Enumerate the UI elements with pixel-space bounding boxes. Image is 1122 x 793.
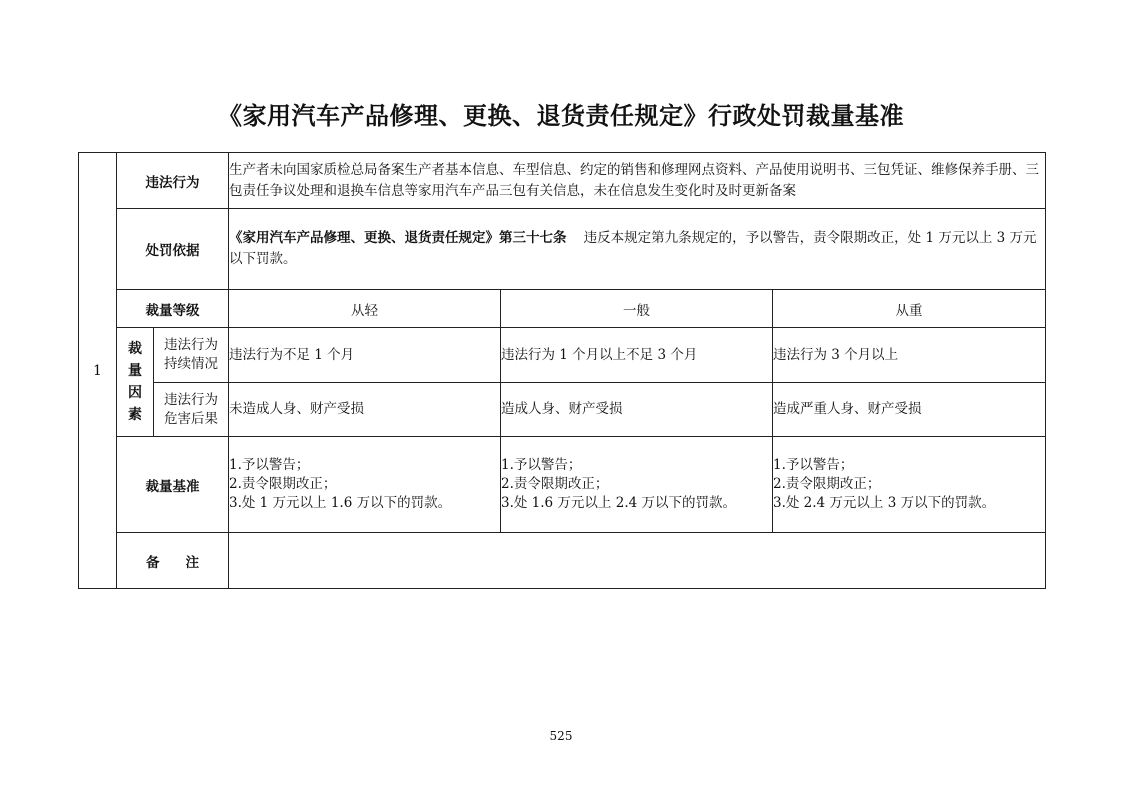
violation-label: 违法行为 [117,153,229,209]
factor-value: 违法行为不足 1 个月 [229,328,501,383]
standard-line: 1.予以警告； [773,457,854,473]
basis-label: 处罚依据 [117,209,229,290]
factor-char: 素 [128,407,142,423]
notes-text [229,533,1046,589]
notes-row [79,533,1046,589]
row-number: 1 [79,153,117,589]
standard-line: 3.处 2.4 万元以上 3 万以下的罚款。 [773,495,996,511]
page-number: 525 [549,729,573,743]
level-normal: 一般 [501,290,773,328]
standard-line: 3.处 1.6 万元以上 2.4 万以下的罚款。 [501,495,736,511]
factor-char: 裁 [128,341,142,357]
standard-line: 1.予以警告； [229,457,310,473]
factor-value: 造成严重人身、财产受损 [773,383,1046,437]
factor-sub-line: 危害后果 [164,410,218,427]
page-title: 《家用汽车产品修理、更换、退货责任规定》行政处罚裁量基准 [218,101,904,130]
factor-value: 未造成人身、财产受损 [229,383,501,437]
factor-row-harm [79,383,1046,437]
factor-char: 量 [128,363,142,379]
levels-row [79,290,1046,328]
standard-line: 2.责令限期改正； [501,476,609,492]
factor-row-duration [79,328,1046,383]
penalty-table [78,152,1046,589]
basis-text: 违反本规定第九条规定的，予以警告，责令限期改正，处 1 万元以上 3 万元以下罚款。 [229,230,1037,267]
standard-line: 3.处 1 万元以上 1.6 万以下的罚款。 [229,495,452,511]
notes-label-cell [117,533,229,589]
factor-sub-line: 违法行为 [164,391,218,408]
standard-row [79,437,1046,533]
basis-cell [229,209,1046,290]
level-light: 从轻 [229,290,501,328]
notes-label: 备注 [146,554,225,571]
factor-value: 违法行为 1 个月以上不足 3 个月 [501,328,773,383]
factor-sub-line: 违法行为 [164,337,218,353]
violation-text: 生产者未向国家质检总局备案生产者基本信息、车型信息、约定的销售和修理网点资料、产品使用说明书、三包凭证、维修保养手册、三包责任争议处理和退换车信息等家用汽车产品三包有关信息，未在信息发生变化时及时更新备案 [229,153,1046,209]
factor-sub-label [154,328,229,383]
standard-line: 2.责令限期改正； [229,476,337,492]
basis-row [79,209,1046,290]
standard-light [229,437,501,533]
factor-char: 因 [128,385,142,401]
standard-label: 裁量基准 [117,437,229,533]
factor-sub-label [154,383,229,437]
standard-normal [501,437,773,533]
levels-label: 裁量等级 [117,290,229,328]
factor-value: 造成人身、财产受损 [501,383,773,437]
standard-heavy [773,437,1046,533]
level-heavy: 从重 [773,290,1046,328]
factor-value: 违法行为 3 个月以上 [773,328,1046,383]
standard-line: 1.予以警告； [501,457,582,473]
violation-row [79,153,1046,209]
factor-sub-line: 持续情况 [164,356,218,372]
standard-line: 2.责令限期改正； [773,476,881,492]
factor-label [117,328,154,437]
basis-article: 《家用汽车产品修理、更换、退货责任规定》第三十七条 [229,230,567,246]
